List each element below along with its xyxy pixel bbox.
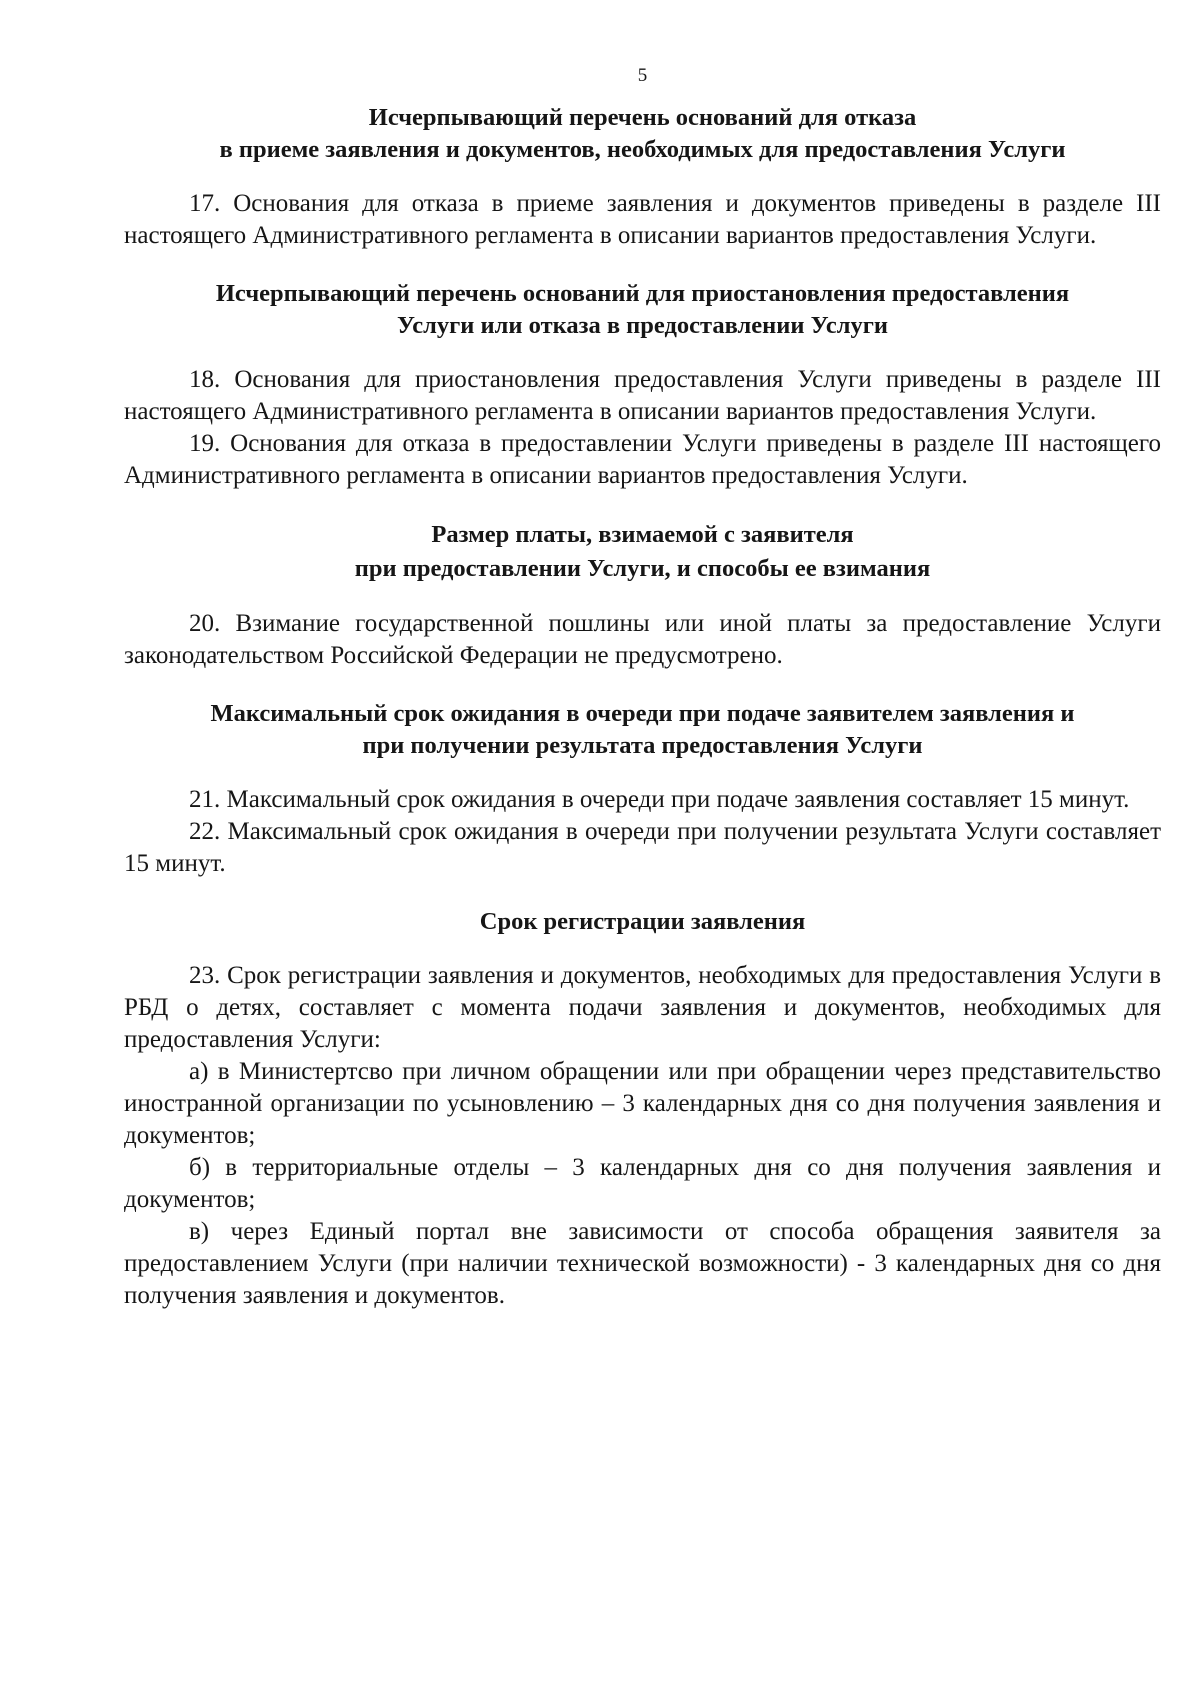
heading-line: в приеме заявления и документов, необходимых для предоставления Услуги xyxy=(219,136,1066,163)
heading-line: Максимальный срок ожидания в очереди при подаче заявителем заявления и xyxy=(210,700,1075,727)
heading-line: Исчерпывающий перечень оснований для отказа xyxy=(368,104,917,131)
section-suspension-refusal xyxy=(124,278,1161,492)
paragraph-23-a: а) в Министертсво при личном обращении или при обращении через представительство иностранной организации по усыновлению – 3 календарных дня со дня получения заявления и документов; xyxy=(124,1058,1161,1149)
paragraph-23: 23. Срок регистрации заявления и документов, необходимых для предоставления Услуги в РБД о детях, составляет с момента подачи заявления и документов, необходимых для предоставления Услуги: xyxy=(124,962,1161,1053)
paragraph-18: 18. Основания для приостановления предоставления Услуги приведены в разделе III настоящего Административного регламента в описании вариантов предоставления Услуги. xyxy=(124,366,1161,425)
section-heading xyxy=(124,698,1161,762)
heading-line: при предоставлении Услуги, и способы ее взимания xyxy=(354,555,931,582)
page-number: 5 xyxy=(637,65,648,86)
section-fee xyxy=(124,518,1161,672)
paragraph-20: 20. Взимание государственной пошлины или иной платы за предоставление Услуги законодательством Российской Федерации не предусмотрено. xyxy=(124,610,1161,669)
heading-line: при получении результата предоставления Услуги xyxy=(362,732,923,759)
section-heading xyxy=(124,518,1161,586)
paragraph-19: 19. Основания для отказа в предоставлении Услуги приведены в разделе III настоящего Административного регламента в описании вариантов предоставления Услуги. xyxy=(124,430,1161,489)
section-registration-term xyxy=(124,906,1161,1312)
paragraph-21: 21. Максимальный срок ожидания в очереди при подаче заявления составляет 15 минут. xyxy=(189,786,1130,813)
section-heading xyxy=(124,102,1161,166)
section-queue-time xyxy=(124,698,1161,880)
section-heading xyxy=(124,906,1161,938)
heading-line: Исчерпывающий перечень оснований для приостановления предоставления xyxy=(215,280,1070,307)
section-refusal-acceptance xyxy=(124,102,1161,252)
section-heading xyxy=(124,278,1161,342)
paragraph-17: 17. Основания для отказа в приеме заявления и документов приведены в разделе III настоящего Административного регламента в описании вариантов предоставления Услуги. xyxy=(124,190,1161,249)
heading-line: Размер платы, взимаемой с заявителя xyxy=(431,521,854,548)
paragraph-23-b: б) в территориальные отделы – 3 календарных дня со дня получения заявления и документов; xyxy=(124,1154,1161,1213)
paragraph-23-c: в) через Единый портал вне зависимости от способа обращения заявителя за предоставлением Услуги (при наличии технической возможности) - 3 календарных дня со дня получения заявления и документов. xyxy=(124,1218,1161,1309)
paragraph-22: 22. Максимальный срок ожидания в очереди при получении результата Услуги составляет 15 минут. xyxy=(124,818,1161,877)
document-page xyxy=(124,64,1161,1312)
heading-line: Срок регистрации заявления xyxy=(479,908,806,935)
heading-line: Услуги или отказа в предоставлении Услуги xyxy=(396,312,889,339)
